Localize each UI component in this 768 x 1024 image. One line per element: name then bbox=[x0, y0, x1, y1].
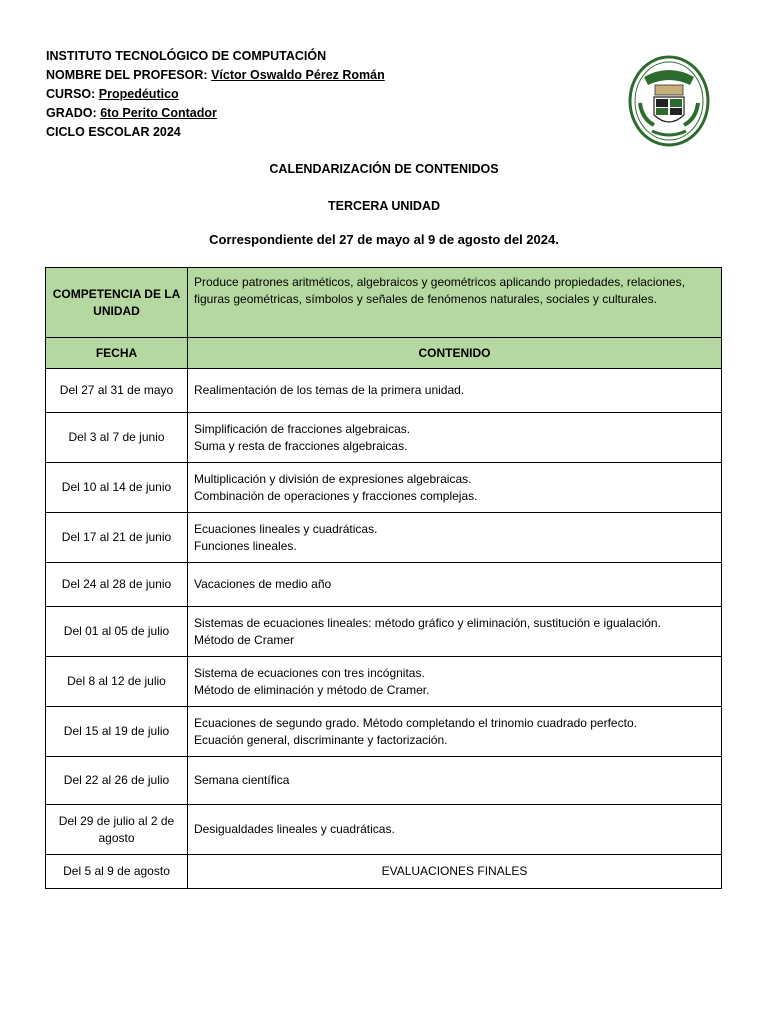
row-date: Del 24 al 28 de junio bbox=[46, 563, 188, 607]
competence-text: Produce patrones aritméticos, algebraicos y geométricos aplicando propiedades, relaciones, figuras geométricas, símbolos y señales de fenómenos naturales, sociales y culturales. bbox=[188, 268, 722, 338]
content-line: Suma y resta de fracciones algebraicas. bbox=[194, 438, 408, 453]
content-line: Desigualdades lineales y cuadráticas. bbox=[194, 822, 395, 836]
row-content bbox=[188, 463, 722, 513]
grade-name: 6to Perito Contador bbox=[100, 106, 217, 120]
row-content bbox=[188, 707, 722, 757]
content-line: Semana científica bbox=[194, 773, 290, 787]
row-content bbox=[188, 513, 722, 563]
content-line: Vacaciones de medio año bbox=[194, 577, 332, 591]
row-date: Del 8 al 12 de julio bbox=[46, 657, 188, 707]
row-content bbox=[188, 369, 722, 413]
unit-title: TERCERA UNIDAD bbox=[327, 199, 441, 213]
table-row bbox=[46, 757, 722, 805]
row-date: Del 5 al 9 de agosto bbox=[46, 855, 188, 889]
content-line: Ecuaciones de segundo grado. Método completando el trinomio cuadrado perfecto. bbox=[194, 715, 637, 730]
row-content bbox=[188, 855, 722, 889]
table-row bbox=[46, 707, 722, 757]
content-line: Sistema de ecuaciones con tres incógnitas. bbox=[194, 665, 425, 680]
grade-line bbox=[46, 104, 385, 123]
content-line: Simplificación de fracciones algebraicas. bbox=[194, 421, 411, 436]
course-label: CURSO: bbox=[46, 87, 96, 101]
table-row bbox=[46, 563, 722, 607]
content-line: Método de eliminación y método de Cramer. bbox=[194, 682, 430, 697]
course-name: Propedéutico bbox=[98, 87, 179, 101]
table-row bbox=[46, 657, 722, 707]
row-content bbox=[188, 757, 722, 805]
table-row bbox=[46, 413, 722, 463]
document-header bbox=[46, 47, 385, 142]
content-line: EVALUACIONES FINALES bbox=[381, 864, 528, 878]
row-date: Del 27 al 31 de mayo bbox=[46, 369, 188, 413]
content-line: Método de Cramer bbox=[194, 632, 295, 647]
content-line: Funciones lineales. bbox=[194, 538, 297, 553]
table-row bbox=[46, 805, 722, 855]
table-row bbox=[46, 607, 722, 657]
table-row bbox=[46, 513, 722, 563]
competence-row bbox=[46, 268, 722, 338]
row-content bbox=[188, 607, 722, 657]
professor-label: NOMBRE DEL PROFESOR: bbox=[46, 68, 208, 82]
period-subtitle: Correspondiente del 27 de mayo al 9 de agosto del 2024. bbox=[209, 232, 559, 247]
calendar-table bbox=[45, 267, 722, 889]
course-line bbox=[46, 85, 385, 104]
institute-seal-icon bbox=[628, 55, 710, 147]
content-line: Ecuación general, discriminante y factorización. bbox=[194, 732, 448, 747]
content-column-header: CONTENIDO bbox=[188, 338, 722, 369]
school-cycle: CICLO ESCOLAR 2024 bbox=[46, 125, 181, 139]
content-line: Combinación de operaciones y fracciones complejas. bbox=[194, 488, 478, 503]
table-header-row bbox=[46, 338, 722, 369]
row-date: Del 15 al 19 de julio bbox=[46, 707, 188, 757]
competence-label: COMPETENCIA DE LA UNIDAD bbox=[46, 268, 188, 338]
table-row bbox=[46, 855, 722, 889]
row-date: Del 17 al 21 de junio bbox=[46, 513, 188, 563]
institute-name: INSTITUTO TECNOLÓGICO DE COMPUTACIÓN bbox=[46, 49, 327, 63]
content-line: Ecuaciones lineales y cuadráticas. bbox=[194, 521, 378, 536]
row-date: Del 29 de julio al 2 de agosto bbox=[46, 805, 188, 855]
row-date: Del 10 al 14 de junio bbox=[46, 463, 188, 513]
row-content bbox=[188, 805, 722, 855]
content-line: Realimentación de los temas de la primera unidad. bbox=[194, 383, 465, 397]
grade-label: GRADO: bbox=[46, 106, 97, 120]
row-date: Del 22 al 26 de julio bbox=[46, 757, 188, 805]
row-content bbox=[188, 413, 722, 463]
row-content bbox=[188, 563, 722, 607]
date-column-header: FECHA bbox=[46, 338, 188, 369]
row-date: Del 01 al 05 de julio bbox=[46, 607, 188, 657]
calendar-title: CALENDARIZACIÓN DE CONTENIDOS bbox=[269, 162, 499, 176]
row-content bbox=[188, 657, 722, 707]
professor-line bbox=[46, 66, 385, 85]
content-line: Sistemas de ecuaciones lineales: método gráfico y eliminación, sustitución e igualación. bbox=[194, 615, 661, 630]
professor-name: Víctor Oswaldo Pérez Román bbox=[211, 68, 385, 82]
table-row bbox=[46, 463, 722, 513]
row-date: Del 3 al 7 de junio bbox=[46, 413, 188, 463]
content-line: Multiplicación y división de expresiones algebraicas. bbox=[194, 471, 472, 486]
table-row bbox=[46, 369, 722, 413]
